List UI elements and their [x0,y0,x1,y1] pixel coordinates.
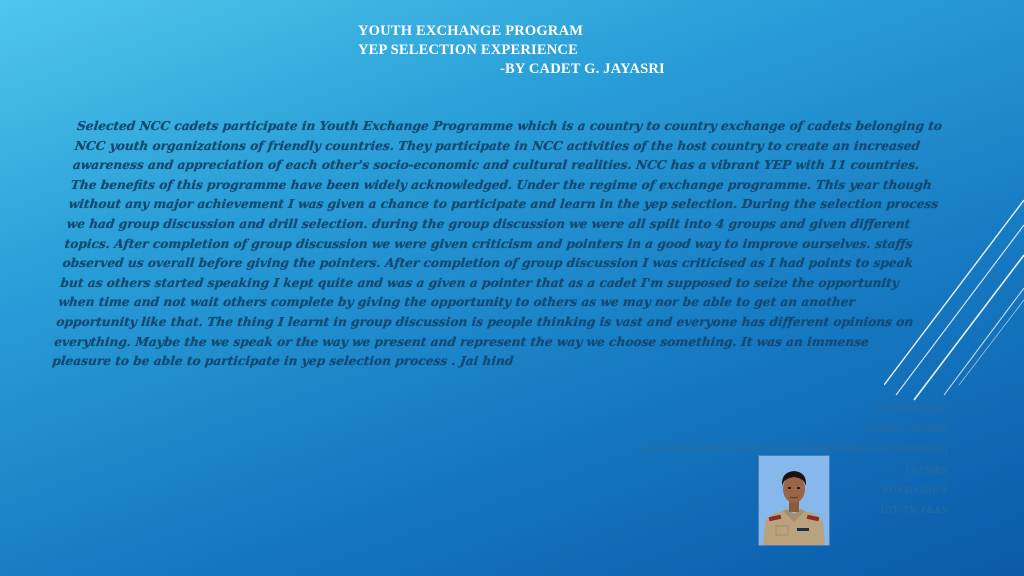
cadet-portrait-image [759,456,829,545]
body-paragraph: Selected NCC cadets participate in Youth Exchange Programme which is a country to country exchange of cadets belonging to NCC youth organizations of friendly countries. They participate in NCC activities of the host country to create an increased awareness and appreciation of each other's socio-economic and cultural realities. NCC has a vibrant YEP with 11 countries. The benefits of this programme have been widely acknowledged. Under the regime of exchange programme. This year though without any major achievement I was given a chance to participate and learn in the yep selection. During the selection process we had group discussion and drill selection. during the group discussion we were all spilt into 4 groups and given different topics. After completion of group discussion we were given criticism and pointers in a good way to improve ourselves. staffs observed us overall before giving the pointers. After completion of group discussion I was criticised as I had points to speak but as others started speaking I kept quite and was a given a pointer that as a cadet I'm supposed to seize the opportunity when time and not wait others complete by giving the opportunity to others as we may nor be able to get an another opportunity like that. The thing I learnt in group discussion is people thinking is vast and everyone has different opinions on everything. Maybe the we speak or the way we present and represent the way we choose something. It was an immense pleasure to be able to participate in yep selection process . Jai hind [51,119,943,369]
college-name: K.S. RANGASAMY COLLEGE OF ARTS AND SCIENE (AUTONOMOUS) [642,444,948,455]
title-line-2: YEP SELECTION EXPERIENCE [358,42,578,58]
cadet-photo [758,455,830,546]
battalion: 13(TN)BN [905,464,948,475]
directorate: DTE-TN, P&AN [881,505,948,516]
title-author: -BY CADET G. JAYASRI [500,61,665,77]
cadet-id: TN18SWA812417 [875,404,948,414]
decorative-stripes [884,0,1024,576]
title-line-1: YOUTH EXCHANGE PROGRAM [358,23,584,39]
cadet-name: CADET G.JAYASRI [865,424,948,435]
slide-title [358,22,665,79]
group-name: KOVAI GROUP [883,484,948,495]
